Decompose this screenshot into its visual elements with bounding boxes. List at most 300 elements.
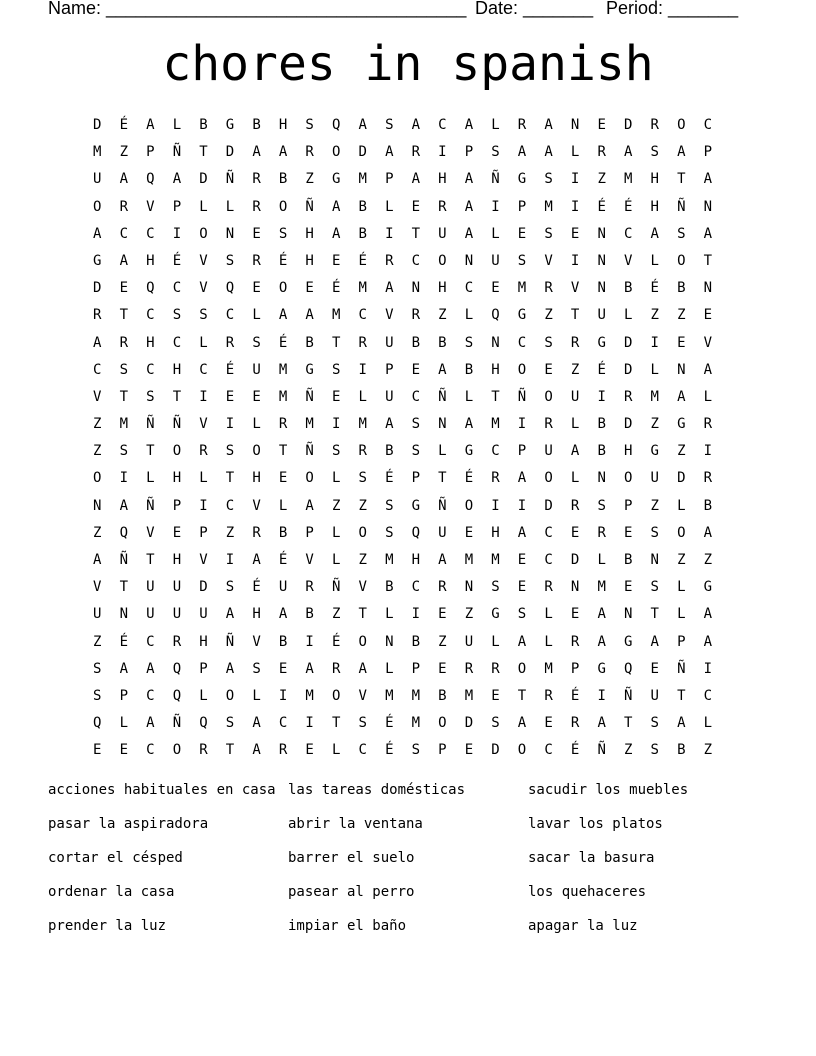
grid-letter: D	[570, 552, 580, 568]
grid-letter: Z	[464, 606, 474, 623]
grid-letter: I	[650, 334, 659, 351]
grid-letter: U	[93, 171, 102, 188]
grid-letter: A	[570, 443, 580, 460]
grid-letter: Z	[358, 552, 367, 568]
grid-letter: S	[225, 579, 235, 596]
grid-letter: A	[119, 252, 129, 269]
grid-letter: R	[199, 742, 208, 759]
grid-letter: U	[146, 606, 155, 623]
grid-letter: C	[438, 117, 447, 133]
grid-letter: D	[225, 144, 235, 161]
grid-letter: E	[544, 361, 553, 378]
grid-letter: M	[464, 552, 474, 568]
grid-letter: M	[93, 144, 102, 161]
grid-letter: L	[677, 497, 686, 514]
grid-letter: B	[411, 334, 421, 351]
grid-letter: C	[172, 280, 182, 297]
grid-letter: Ñ	[517, 388, 527, 405]
grid-letter: M	[385, 552, 394, 568]
grid-letter: O	[677, 524, 686, 541]
grid-letter: C	[517, 334, 527, 351]
grid-letter: P	[438, 742, 447, 759]
grid-letter: I	[305, 633, 314, 650]
grid-letter: R	[570, 633, 580, 650]
grid-row	[84, 387, 721, 414]
grid-letter: R	[491, 470, 500, 487]
grid-letter: N	[677, 361, 686, 378]
grid-letter: P	[411, 470, 421, 487]
grid-letter: Q	[411, 524, 421, 541]
grid-letter: M	[119, 416, 129, 433]
grid-letter: R	[411, 144, 421, 161]
grid-letter: T	[225, 742, 235, 759]
grid-letter: U	[385, 388, 394, 405]
grid-letter: L	[544, 606, 553, 623]
grid-letter: S	[491, 144, 500, 161]
grid-letter: Z	[93, 524, 102, 541]
grid-letter: E	[517, 579, 527, 596]
grid-letter: A	[252, 715, 261, 732]
grid-letter: E	[93, 742, 102, 759]
grid-letter: I	[438, 144, 447, 161]
grid-letter: L	[650, 361, 659, 378]
grid-letter: C	[703, 117, 713, 133]
word-bank-item: apagar la luz	[528, 918, 638, 934]
grid-letter: G	[225, 117, 235, 133]
grid-letter: S	[385, 497, 394, 514]
grid-letter: G	[650, 443, 659, 460]
grid-letter: O	[278, 198, 288, 215]
grid-letter: B	[358, 198, 367, 215]
grid-letter: R	[597, 524, 606, 541]
grid-letter: P	[623, 497, 633, 514]
grid-letter: A	[703, 524, 713, 541]
grid-letter: M	[597, 579, 606, 596]
grid-letter: R	[411, 307, 421, 324]
grid-letter: T	[438, 470, 447, 487]
grid-letter: Z	[438, 307, 447, 324]
grid-letter: Ñ	[225, 171, 235, 188]
grid-letter: U	[385, 334, 394, 351]
grid-letter: E	[278, 660, 288, 677]
grid-letter: Ñ	[677, 660, 686, 677]
grid-letter: É	[172, 252, 182, 269]
grid-letter: Z	[225, 524, 235, 541]
student-info-header	[48, 0, 768, 20]
grid-letter: N	[411, 280, 421, 297]
grid-letter: Z	[93, 633, 102, 650]
grid-letter: Z	[677, 552, 686, 568]
grid-letter: A	[278, 606, 288, 623]
grid-letter: L	[491, 225, 500, 242]
grid-letter: R	[252, 524, 261, 541]
grid-letter: E	[570, 606, 580, 623]
grid-row	[84, 659, 721, 686]
grid-letter: O	[199, 225, 208, 242]
grid-letter: R	[252, 198, 261, 215]
grid-letter: I	[358, 361, 367, 378]
grid-letter: L	[146, 470, 155, 487]
grid-letter: H	[650, 171, 659, 188]
grid-letter: Z	[650, 497, 659, 514]
grid-letter: Z	[331, 497, 341, 514]
grid-letter: V	[146, 524, 155, 541]
grid-letter: R	[438, 579, 447, 596]
grid-letter: E	[119, 742, 129, 759]
grid-letter: L	[385, 606, 394, 623]
grid-letter: C	[411, 388, 421, 405]
grid-row	[84, 523, 721, 550]
grid-letter: D	[93, 117, 102, 133]
grid-letter: A	[703, 606, 713, 623]
grid-letter: H	[623, 443, 633, 460]
grid-letter: C	[93, 361, 102, 378]
grid-letter: L	[199, 334, 208, 351]
grid-letter: M	[358, 171, 367, 188]
grid-letter: D	[358, 144, 367, 161]
grid-letter: E	[623, 524, 633, 541]
grid-letter: M	[623, 171, 633, 188]
grid-letter: A	[252, 552, 261, 568]
grid-letter: Ñ	[305, 443, 314, 460]
grid-letter: B	[623, 552, 633, 568]
grid-row	[84, 278, 721, 305]
grid-letter: G	[623, 633, 633, 650]
grid-letter: P	[199, 524, 208, 541]
grid-letter: P	[385, 361, 394, 378]
grid-letter: S	[411, 742, 421, 759]
grid-letter: A	[517, 715, 527, 732]
grid-letter: A	[517, 524, 527, 541]
grid-letter: H	[172, 552, 182, 568]
grid-letter: C	[703, 687, 713, 704]
grid-letter: N	[597, 225, 606, 242]
grid-letter: R	[252, 171, 261, 188]
grid-letter: Ñ	[146, 416, 155, 433]
grid-letter: G	[464, 443, 474, 460]
grid-letter: O	[225, 687, 235, 704]
grid-letter: Ñ	[119, 552, 129, 568]
grid-letter: O	[358, 524, 367, 541]
grid-letter: H	[146, 252, 155, 269]
grid-letter: U	[544, 443, 553, 460]
grid-letter: H	[278, 117, 288, 133]
grid-letter: S	[597, 497, 606, 514]
grid-letter: S	[650, 144, 659, 161]
grid-letter: M	[491, 552, 500, 568]
grid-letter: P	[172, 497, 182, 514]
grid-letter: M	[331, 307, 341, 324]
grid-letter: Ñ	[623, 687, 633, 704]
grid-letter: E	[677, 334, 686, 351]
grid-letter: Z	[650, 307, 659, 324]
grid-letter: M	[358, 416, 367, 433]
grid-letter: C	[278, 715, 288, 732]
grid-letter: A	[464, 198, 474, 215]
grid-letter: N	[464, 252, 474, 269]
grid-letter: M	[278, 388, 288, 405]
grid-letter: A	[385, 280, 394, 297]
grid-letter: T	[199, 144, 208, 161]
grid-letter: N	[570, 579, 580, 596]
grid-letter: U	[464, 633, 474, 650]
grid-letter: G	[703, 579, 713, 596]
grid-letter: E	[491, 687, 500, 704]
grid-letter: É	[597, 198, 606, 215]
grid-letter: P	[411, 660, 421, 677]
grid-letter: C	[464, 280, 474, 297]
grid-letter: A	[703, 225, 713, 242]
grid-letter: Z	[305, 171, 314, 188]
grid-letter: E	[650, 660, 659, 677]
grid-letter: D	[199, 171, 208, 188]
grid-letter: U	[570, 388, 580, 405]
grid-letter: R	[225, 334, 235, 351]
grid-letter: M	[358, 280, 367, 297]
grid-letter: C	[146, 742, 155, 759]
grid-letter: A	[544, 117, 553, 133]
grid-letter: V	[93, 579, 102, 596]
grid-letter: U	[278, 579, 288, 596]
grid-letter: C	[358, 307, 367, 324]
grid-letter: S	[146, 388, 155, 405]
grid-letter: I	[225, 416, 235, 433]
grid-letter: E	[517, 552, 527, 568]
grid-letter: B	[358, 225, 367, 242]
grid-letter: Z	[570, 361, 580, 378]
grid-letter: I	[199, 497, 208, 514]
grid-letter: E	[703, 307, 713, 324]
grid-letter: L	[464, 307, 474, 324]
word-bank-item: sacudir los muebles	[528, 782, 689, 798]
grid-letter: R	[252, 252, 261, 269]
grid-letter: V	[570, 280, 580, 297]
grid-row	[84, 115, 721, 142]
grid-letter: L	[331, 524, 341, 541]
grid-letter: O	[305, 470, 314, 487]
grid-letter: E	[252, 225, 261, 242]
grid-letter: I	[570, 171, 580, 188]
grid-letter: O	[438, 715, 447, 732]
grid-letter: B	[385, 579, 394, 596]
grid-letter: O	[172, 443, 182, 460]
grid-letter: P	[464, 144, 474, 161]
grid-letter: D	[623, 361, 633, 378]
grid-letter: D	[491, 742, 500, 759]
grid-letter: N	[570, 117, 580, 133]
grid-letter: G	[517, 171, 527, 188]
grid-letter: S	[650, 715, 659, 732]
grid-letter: V	[252, 633, 261, 650]
grid-letter: P	[199, 660, 208, 677]
grid-letter: G	[597, 660, 606, 677]
grid-letter: G	[597, 334, 606, 351]
grid-letter: I	[491, 198, 500, 215]
grid-row	[84, 360, 721, 387]
grid-letter: A	[703, 633, 713, 650]
grid-letter: P	[146, 144, 155, 161]
grid-letter: A	[597, 606, 606, 623]
grid-letter: A	[703, 361, 713, 378]
grid-letter: É	[331, 280, 341, 297]
grid-letter: L	[252, 416, 261, 433]
grid-letter: N	[597, 252, 606, 269]
grid-letter: M	[411, 687, 421, 704]
grid-letter: R	[544, 687, 553, 704]
grid-letter: I	[517, 497, 527, 514]
grid-letter: T	[623, 715, 633, 732]
grid-letter: L	[199, 470, 208, 487]
grid-letter: A	[464, 225, 474, 242]
grid-letter: R	[172, 633, 182, 650]
grid-letter: R	[119, 334, 129, 351]
grid-letter: E	[305, 742, 314, 759]
grid-letter: H	[252, 606, 261, 623]
grid-row	[84, 550, 721, 577]
grid-letter: E	[278, 470, 288, 487]
word-bank-item: los quehaceres	[528, 884, 647, 900]
grid-letter: B	[703, 497, 713, 514]
grid-letter: S	[172, 307, 182, 324]
grid-letter: B	[278, 171, 288, 188]
grid-letter: B	[305, 334, 314, 351]
grid-letter: S	[517, 606, 527, 623]
word-bank-item: cortar el césped	[48, 850, 183, 866]
grid-letter: T	[677, 171, 686, 188]
grid-letter: L	[331, 470, 341, 487]
grid-letter: G	[491, 606, 500, 623]
grid-row	[84, 414, 721, 441]
grid-letter: Z	[623, 742, 633, 759]
grid-letter: O	[517, 742, 527, 759]
grid-letter: É	[278, 252, 288, 269]
grid-letter: Z	[358, 497, 367, 514]
grid-letter: B	[438, 687, 447, 704]
grid-letter: Q	[146, 280, 155, 297]
grid-row	[84, 468, 721, 495]
grid-letter: V	[199, 552, 208, 568]
grid-letter: C	[146, 225, 155, 242]
grid-letter: R	[544, 416, 553, 433]
grid-letter: B	[597, 443, 606, 460]
grid-letter: M	[517, 280, 527, 297]
grid-letter: N	[597, 470, 606, 487]
grid-letter: L	[677, 606, 686, 623]
grid-letter: P	[517, 198, 527, 215]
grid-letter: U	[93, 606, 102, 623]
grid-letter: É	[623, 198, 633, 215]
grid-letter: H	[305, 252, 314, 269]
grid-row	[84, 441, 721, 468]
grid-letter: N	[119, 606, 129, 623]
grid-letter: E	[570, 225, 580, 242]
grid-letter: A	[385, 144, 394, 161]
grid-letter: É	[278, 552, 288, 568]
grid-letter: A	[411, 171, 421, 188]
grid-letter: E	[438, 660, 447, 677]
grid-letter: G	[411, 497, 421, 514]
grid-letter: I	[278, 687, 288, 704]
grid-letter: S	[93, 687, 102, 704]
grid-letter: L	[252, 307, 261, 324]
grid-letter: V	[385, 307, 394, 324]
grid-letter: I	[331, 416, 341, 433]
grid-letter: S	[544, 334, 553, 351]
grid-letter: C	[119, 225, 129, 242]
grid-letter: O	[517, 361, 527, 378]
grid-letter: R	[278, 416, 288, 433]
grid-letter: T	[517, 687, 527, 704]
grid-letter: D	[199, 579, 208, 596]
grid-letter: B	[199, 117, 208, 133]
grid-letter: É	[225, 361, 235, 378]
grid-letter: R	[650, 117, 659, 133]
grid-letter: S	[517, 252, 527, 269]
grid-letter: T	[650, 606, 659, 623]
grid-letter: T	[331, 715, 341, 732]
word-search-grid	[84, 115, 721, 768]
grid-letter: U	[438, 225, 447, 242]
grid-letter: A	[146, 715, 155, 732]
grid-letter: T	[119, 579, 129, 596]
grid-letter: T	[172, 388, 182, 405]
grid-letter: R	[570, 715, 580, 732]
grid-letter: S	[650, 524, 659, 541]
grid-letter: T	[570, 307, 580, 324]
date-field-label: Date: _______	[475, 0, 594, 18]
grid-letter: A	[597, 633, 606, 650]
grid-letter: T	[146, 443, 155, 460]
grid-letter: Ñ	[438, 388, 447, 405]
grid-letter: É	[570, 742, 580, 759]
grid-letter: L	[544, 633, 553, 650]
grid-letter: Ñ	[677, 198, 686, 215]
grid-letter: H	[172, 361, 182, 378]
grid-letter: Q	[172, 687, 182, 704]
grid-letter: É	[278, 334, 288, 351]
grid-letter: U	[597, 307, 606, 324]
grid-letter: A	[677, 388, 686, 405]
grid-letter: P	[305, 524, 314, 541]
grid-letter: L	[331, 552, 341, 568]
grid-letter: Z	[544, 307, 553, 324]
grid-letter: E	[438, 606, 447, 623]
grid-letter: V	[199, 252, 208, 269]
grid-letter: U	[172, 606, 182, 623]
grid-letter: U	[650, 687, 659, 704]
grid-letter: B	[677, 742, 686, 759]
grid-letter: O	[172, 742, 182, 759]
grid-letter: U	[438, 524, 447, 541]
grid-letter: Z	[331, 606, 341, 623]
grid-letter: É	[119, 117, 129, 133]
grid-letter: S	[385, 524, 394, 541]
grid-letter: L	[119, 715, 129, 732]
grid-letter: I	[597, 687, 606, 704]
grid-letter: A	[677, 144, 686, 161]
grid-letter: L	[623, 307, 633, 324]
grid-letter: A	[278, 144, 288, 161]
grid-letter: A	[438, 361, 447, 378]
grid-letter: C	[146, 307, 155, 324]
grid-letter: A	[517, 470, 527, 487]
grid-letter: L	[703, 715, 713, 732]
grid-letter: A	[464, 171, 474, 188]
grid-letter: Ñ	[172, 144, 182, 161]
grid-letter: S	[252, 660, 261, 677]
grid-letter: C	[491, 443, 500, 460]
grid-letter: E	[464, 524, 474, 541]
